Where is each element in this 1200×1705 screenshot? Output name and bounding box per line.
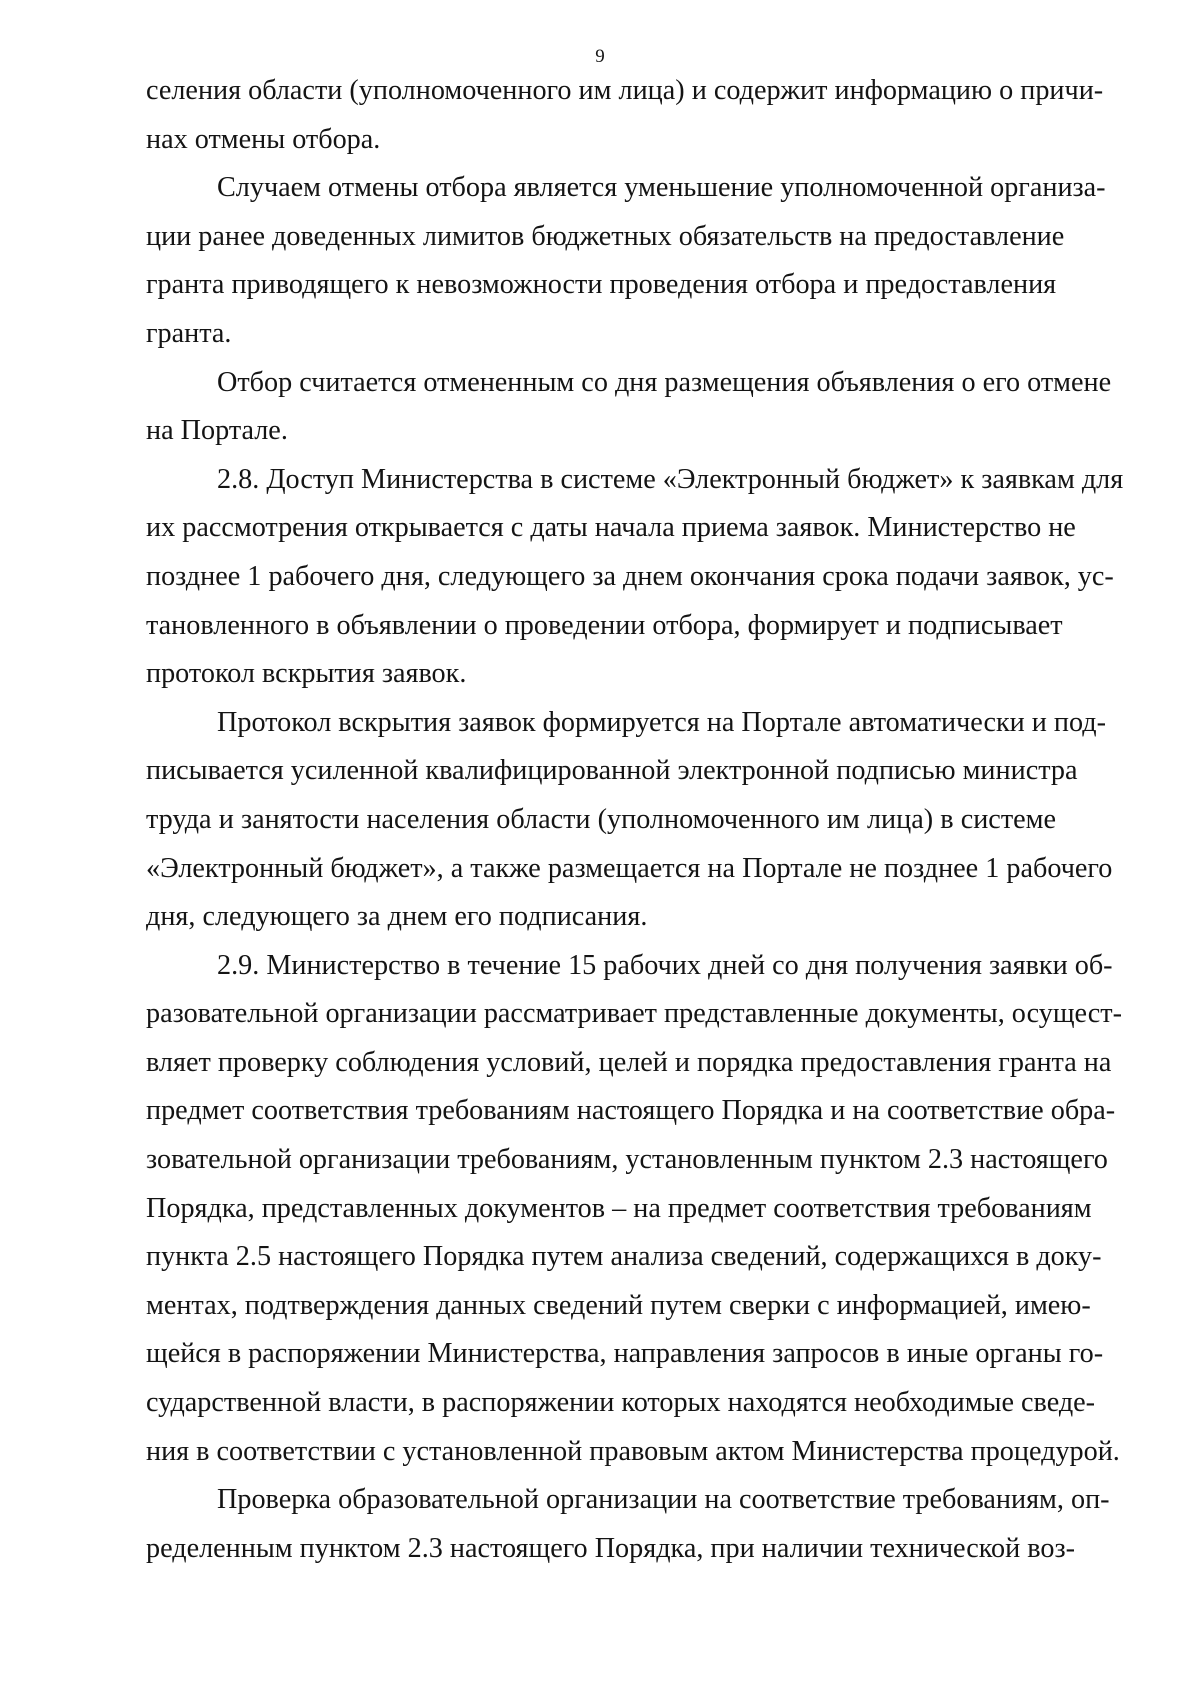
text-line: сударственной власти, в распоряжении которых находятся необходимые сведе-: [146, 1387, 1096, 1419]
text-line: разовательной организации рассматривает представленные документы, осущест-: [146, 998, 1122, 1030]
text-line: протокол вскрытия заявок.: [146, 658, 467, 690]
text-line: Проверка образовательной организации на соответствие требованиям, оп-: [217, 1484, 1110, 1516]
text-line: пункта 2.5 настоящего Порядка путем анализа сведений, содержащихся в доку-: [146, 1241, 1102, 1273]
paragraph: [146, 1476, 1110, 1573]
text-line: 2.8. Доступ Министерства в системе «Электронный бюджет» к заявкам для: [217, 463, 1124, 495]
text-line: 2.9. Министерство в течение 15 рабочих дней со дня получения заявки об-: [217, 949, 1113, 981]
text-line: ния в соответствии с установленной правовым актом Министерства процедурой.: [146, 1435, 1120, 1467]
text-line: позднее 1 рабочего дня, следующего за днем окончания срока подачи заявок, ус-: [146, 560, 1114, 592]
text-line: вляет проверку соблюдения условий, целей и порядка предоставления гранта на: [146, 1046, 1112, 1078]
paragraph: [146, 164, 1106, 358]
text-line: гранта приводящего к невозможности проведения отбора и предоставления: [146, 269, 1057, 301]
text-line: писывается усиленной квалифицированной электронной подписью министра: [146, 755, 1078, 787]
text-line: предмет соответствия требованиям настоящего Порядка и на соответствие обра-: [146, 1095, 1116, 1127]
text-line: ментах, подтверждения данных сведений путем сверки с информацией, имею-: [146, 1289, 1091, 1321]
text-line: труда и занятости населения области (уполномоченного им лица) в системе: [146, 803, 1056, 835]
paragraph: [146, 699, 1113, 942]
paragraph: [146, 67, 1104, 164]
text-line: Случаем отмены отбора является уменьшение уполномоченной организа-: [217, 172, 1106, 204]
text-line: тановленного в объявлении о проведении отбора, формирует и подписывает: [146, 609, 1063, 641]
text-line: «Электронный бюджет», а также размещается на Портале не позднее 1 рабочего: [146, 852, 1113, 884]
text-line: гранта.: [146, 317, 232, 349]
text-line: щейся в распоряжении Министерства, направления запросов в иные органы го-: [146, 1338, 1104, 1370]
text-line: Протокол вскрытия заявок формируется на Портале автоматически и под-: [217, 706, 1107, 738]
paragraph: [146, 456, 1124, 699]
text-line: Порядка, представленных документов – на предмет соответствия требованиям: [146, 1192, 1092, 1224]
page-number: 9: [595, 46, 605, 67]
text-line: ределенным пунктом 2.3 настоящего Порядка, при наличии технической воз-: [146, 1532, 1075, 1564]
paragraph: [146, 359, 1112, 456]
text-line: дня, следующего за днем его подписания.: [146, 901, 648, 933]
text-line: ции ранее доведенных лимитов бюджетных обязательств на предоставление: [146, 220, 1065, 252]
text-line: селения области (уполномоченного им лица) и содержит информацию о причи-: [146, 75, 1104, 106]
document-body: [146, 67, 1124, 1573]
paragraph: [146, 942, 1122, 1477]
text-line: Отбор считается отмененным со дня размещения объявления о его отмене: [217, 366, 1112, 398]
text-line: нах отмены отбора.: [146, 123, 381, 155]
text-line: их рассмотрения открывается с даты начала приема заявок. Министерство не: [146, 512, 1076, 544]
text-line: на Портале.: [146, 415, 288, 447]
text-line: зовательной организации требованиям, установленным пунктом 2.3 настоящего: [146, 1144, 1108, 1176]
